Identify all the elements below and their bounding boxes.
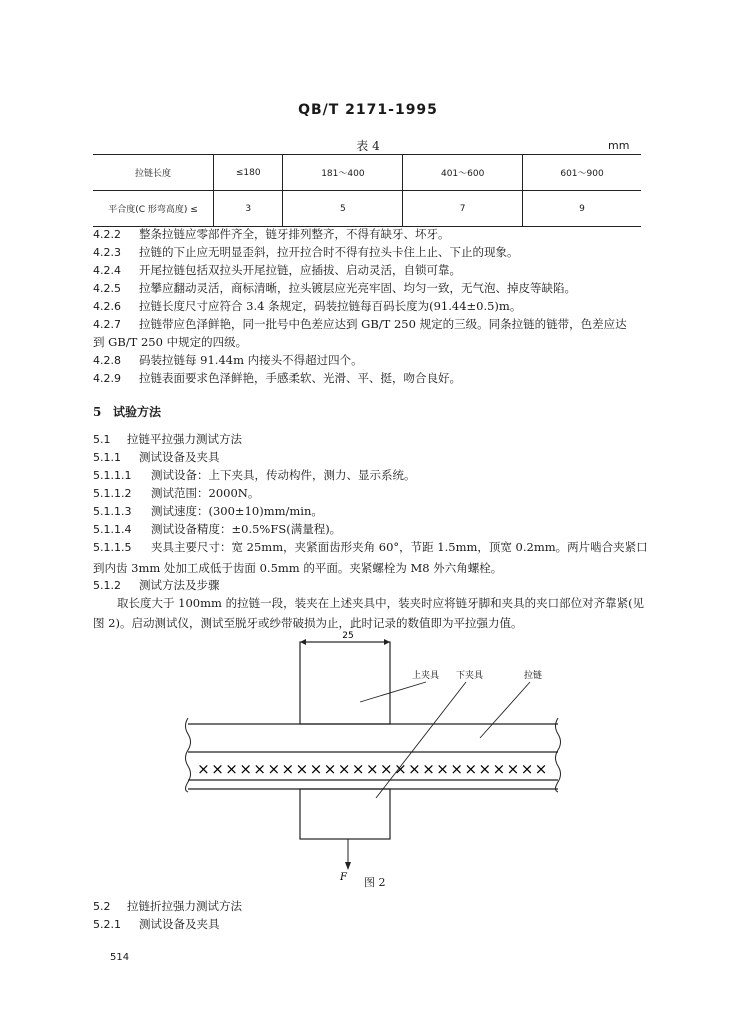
figure-2-diagram <box>180 628 566 888</box>
clause-text: 测试范围：2000N。 <box>151 486 260 500</box>
section-heading <box>93 403 161 420</box>
clause-text: 拉链折拉强力测试方法 <box>127 899 242 913</box>
clause-4-2-9 <box>93 370 461 387</box>
table-cell: 601～900 <box>523 155 641 191</box>
table-cell: 拉链长度 <box>93 155 214 191</box>
clause-number: 5.1.1.1 <box>93 469 132 482</box>
break-line-right <box>556 718 561 792</box>
upper-clamp <box>300 642 390 724</box>
clause-number: 5.1.2 <box>93 579 121 592</box>
clause-text: 拉链带应色泽鲜艳，同一批号中色差应达到 GB/T 250 规定的三级。同条拉链的链带，色差应达 <box>139 317 627 331</box>
clause-number: 5.1.1.2 <box>93 487 132 500</box>
clause-4-2-3 <box>93 244 519 261</box>
clause-text: 夹具主要尺寸：宽 25mm，夹紧面齿形夹角 60°，节距 1.5mm，顶宽 0.2mm。两片啮合夹紧口到内齿 3mm 处加工成低于齿面 0.5mm 的平面。夹紧螺栓为 M8 外六角螺栓。 <box>93 540 648 575</box>
table-cell: 401～600 <box>403 155 523 191</box>
force-label: F <box>340 872 347 883</box>
clause-text: 拉攀应翻动灵活，商标清晰，拉头镀层应光亮牢固、均匀一致，无气泡、掉皮等缺陷。 <box>139 281 576 295</box>
clause-4-2-6 <box>93 298 521 315</box>
table-cell: 181～400 <box>283 155 403 191</box>
force-arrow-icon <box>345 862 351 870</box>
clause-text: 开尾拉链包括双拉头开尾拉链，应插拔、启动灵活，自锁可靠。 <box>139 263 461 277</box>
clause-5-1 <box>93 431 242 448</box>
clause-number: 4.2.3 <box>93 246 121 259</box>
table-cell: 7 <box>403 191 523 227</box>
table-unit: mm <box>608 139 630 152</box>
label-zipper: 拉链 <box>524 671 543 681</box>
page-number: 514 <box>110 952 130 963</box>
clause-5-2-1 <box>93 916 220 933</box>
clause-text: 测试设备：上下夹具，传动构件，测力、显示系统。 <box>151 468 416 482</box>
section-number: 5 <box>93 405 102 419</box>
spec-table <box>93 154 641 227</box>
lower-clamp <box>300 789 390 839</box>
clause-text: 拉链的下止应无明显歪斜，拉开拉合时不得有拉头卡住上止、下止的现象。 <box>139 245 519 259</box>
clause-5-1-1 <box>93 449 220 466</box>
clause-4-2-7-cont <box>93 334 247 350</box>
clause-number: 5.1.1 <box>93 451 121 464</box>
break-line-left <box>186 718 191 792</box>
clause-5-1-1-1 <box>93 467 416 484</box>
table-cell: 3 <box>214 191 283 227</box>
clause-number: 5.2.1 <box>93 918 121 931</box>
clause-4-2-2 <box>93 226 450 243</box>
table-row <box>93 191 641 227</box>
clause-text: 测试设备及夹具 <box>139 450 220 464</box>
clause-5-1-1-4 <box>93 521 341 538</box>
figure-caption: 图 2 <box>364 876 386 889</box>
clause-4-2-8 <box>93 352 363 369</box>
section-title: 试验方法 <box>113 405 162 419</box>
clause-4-2-5 <box>93 280 576 297</box>
clause-5-1-1-2 <box>93 485 259 502</box>
dimension-label: 25 <box>342 631 354 641</box>
clause-5-1-2 <box>93 577 220 594</box>
clause-text: 到 GB/T 250 中规定的四级。 <box>93 335 248 349</box>
clause-5-1-1-3 <box>93 503 323 520</box>
clause-number: 5.1 <box>93 433 111 446</box>
clause-text: 拉链长度尺寸应符合 3.4 条规定，码装拉链每百码长度为(91.44±0.5)m。 <box>139 299 522 313</box>
zipper-teeth: ××××××××××××××××××××××××× <box>197 760 549 778</box>
clause-text: 码装拉链每 91.44m 内接头不得超过四个。 <box>139 353 363 367</box>
clause-number: 5.1.1.5 <box>93 541 132 554</box>
clause-text: 整条拉链应零部件齐全，链牙排列整齐，不得有缺牙、坏牙。 <box>139 227 450 241</box>
table-row <box>93 155 641 191</box>
clause-number: 4.2.8 <box>93 354 121 367</box>
leader-upper-clamp <box>360 682 426 702</box>
table-cell: 5 <box>283 191 403 227</box>
clause-text: 拉链表面要求色泽鲜艳，手感柔软、光滑、平、挺，吻合良好。 <box>139 371 461 385</box>
clause-4-2-4 <box>93 262 461 279</box>
table-cell: ≤180 <box>214 155 283 191</box>
clause-text: 拉链平拉强力测试方法 <box>127 432 242 446</box>
clause-number: 4.2.7 <box>93 318 121 331</box>
clause-number: 4.2.9 <box>93 372 121 385</box>
clause-number: 5.1.1.4 <box>93 523 132 536</box>
table-title: 表 4 <box>356 139 380 153</box>
table-cell: 平合度(C 形弯高度) ≤ <box>93 191 214 227</box>
clause-text: 测试方法及步骤 <box>139 578 220 592</box>
clause-text: 测试设备及夹具 <box>139 917 220 931</box>
clause-number: 4.2.5 <box>93 282 121 295</box>
clause-5-2 <box>93 898 242 915</box>
clause-5-1-1-5 <box>93 537 649 578</box>
clause-number: 4.2.4 <box>93 264 121 277</box>
table-cell: 9 <box>523 191 641 227</box>
clause-number: 5.1.1.3 <box>93 505 132 518</box>
clause-text: 测试设备精度：±0.5%FS(满量程)。 <box>151 522 342 536</box>
clause-number: 4.2.6 <box>93 300 121 313</box>
paragraph-5-1-2: 取长度大于 100mm 的拉链一段，装夹在上述夹具中，装夹时应将链牙脚和夹具的夹口部位对齐靠紧(见图 2)。启动测试仪，测试至脱牙或纱带破损为止，此时记录的数值即为平拉强力值。 <box>93 596 645 630</box>
clause-number: 4.2.2 <box>93 228 121 241</box>
leader-zipper <box>480 682 530 738</box>
label-lower-clamp: 下夹具 <box>456 671 484 681</box>
clause-number: 5.2 <box>93 900 111 913</box>
label-upper-clamp: 上夹具 <box>412 671 440 681</box>
clause-4-2-7 <box>93 316 627 333</box>
standard-code: QB/T 2171-1995 <box>298 102 438 118</box>
clause-text: 测试速度：(300±10)mm/min。 <box>151 504 323 518</box>
